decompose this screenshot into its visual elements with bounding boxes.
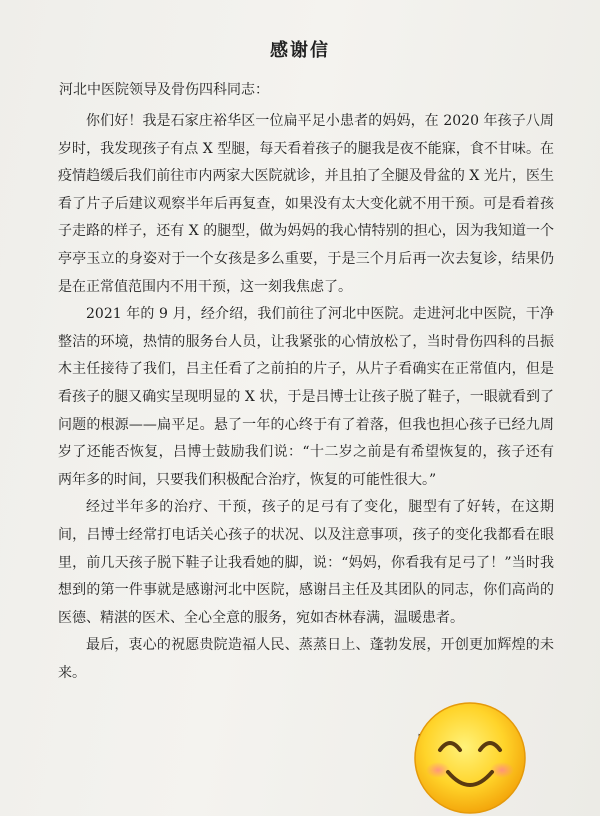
letter-paragraph: 你们好！我是石家庄裕华区一位扁平足小患者的妈妈，在 2020 年孩子八周岁时，我发现孩子有点 X 型腿，每天看着孩子的腿我是夜不能寐，食不甘味。在疫情趋缓后我们前往市内两家大医院就诊，并且拍了全腿及骨盆的 X 光片，医生看了片子后建议观察半年后再复查，如果没有太大变化就不用干预。可是看着孩子走路的样子，还有 X 的腿型，做为妈妈的我心情特别的担心，因为我知道一个亭亭玉立的身姿对于一个女孩是多么重要，于是三个月后再一次去复诊，结果仍是在正常值范围内不用干预，这一刻我焦虑了。 [58, 113, 554, 295]
letter-title: 感谢信 [270, 40, 330, 61]
smiley-face-icon [412, 700, 528, 816]
letter-body [58, 108, 554, 687]
letter-paragraph: 最后，衷心的祝愿贵院造福人民、蒸蒸日上、蓬勃发展，开创更加辉煌的未来。 [58, 637, 554, 681]
letter-salutation: 河北中医院领导及骨伤四科同志： [59, 82, 269, 98]
letter-paragraph: 2021 年的 9 月，经介绍，我们前往了河北中医院。走进河北中医院，干净整洁的环境，热情的服务台人员，让我紧张的心情放松了，当时骨伤四科的吕振木主任接待了我们，吕主任看了之前拍的片子，从片子看确实在正常值内，但是看孩子的腿又确实呈现明显的 X 状，于是吕博士让孩子脱了鞋子，一眼就看到了问题的根源——扁平足。悬了一年的心终于有了着落，但我也担心孩子已经九周岁了还能否恢复，吕博士鼓励我们说：“十二岁之前是有希望恢复的，孩子还有两年多的时间，只要我们积极配合治疗，恢复的可能性很大。” [58, 306, 554, 488]
letter-paragraph: 经过半年多的治疗、干预，孩子的足弓有了变化，腿型有了好转，在这期间，吕博士经常打电话关心孩子的状况、以及注意事项，孩子的变化我都看在眼里，前几天孩子脱下鞋子让我看她的脚，说：“妈妈，你看我有足弓了！”当时我想到的第一件事就是感谢河北中医院，感谢吕主任及其团队的同志，你们高尚的医德、精湛的医术、全心全意的服务，宛如杏林春满，温暖患者。 [58, 499, 554, 626]
